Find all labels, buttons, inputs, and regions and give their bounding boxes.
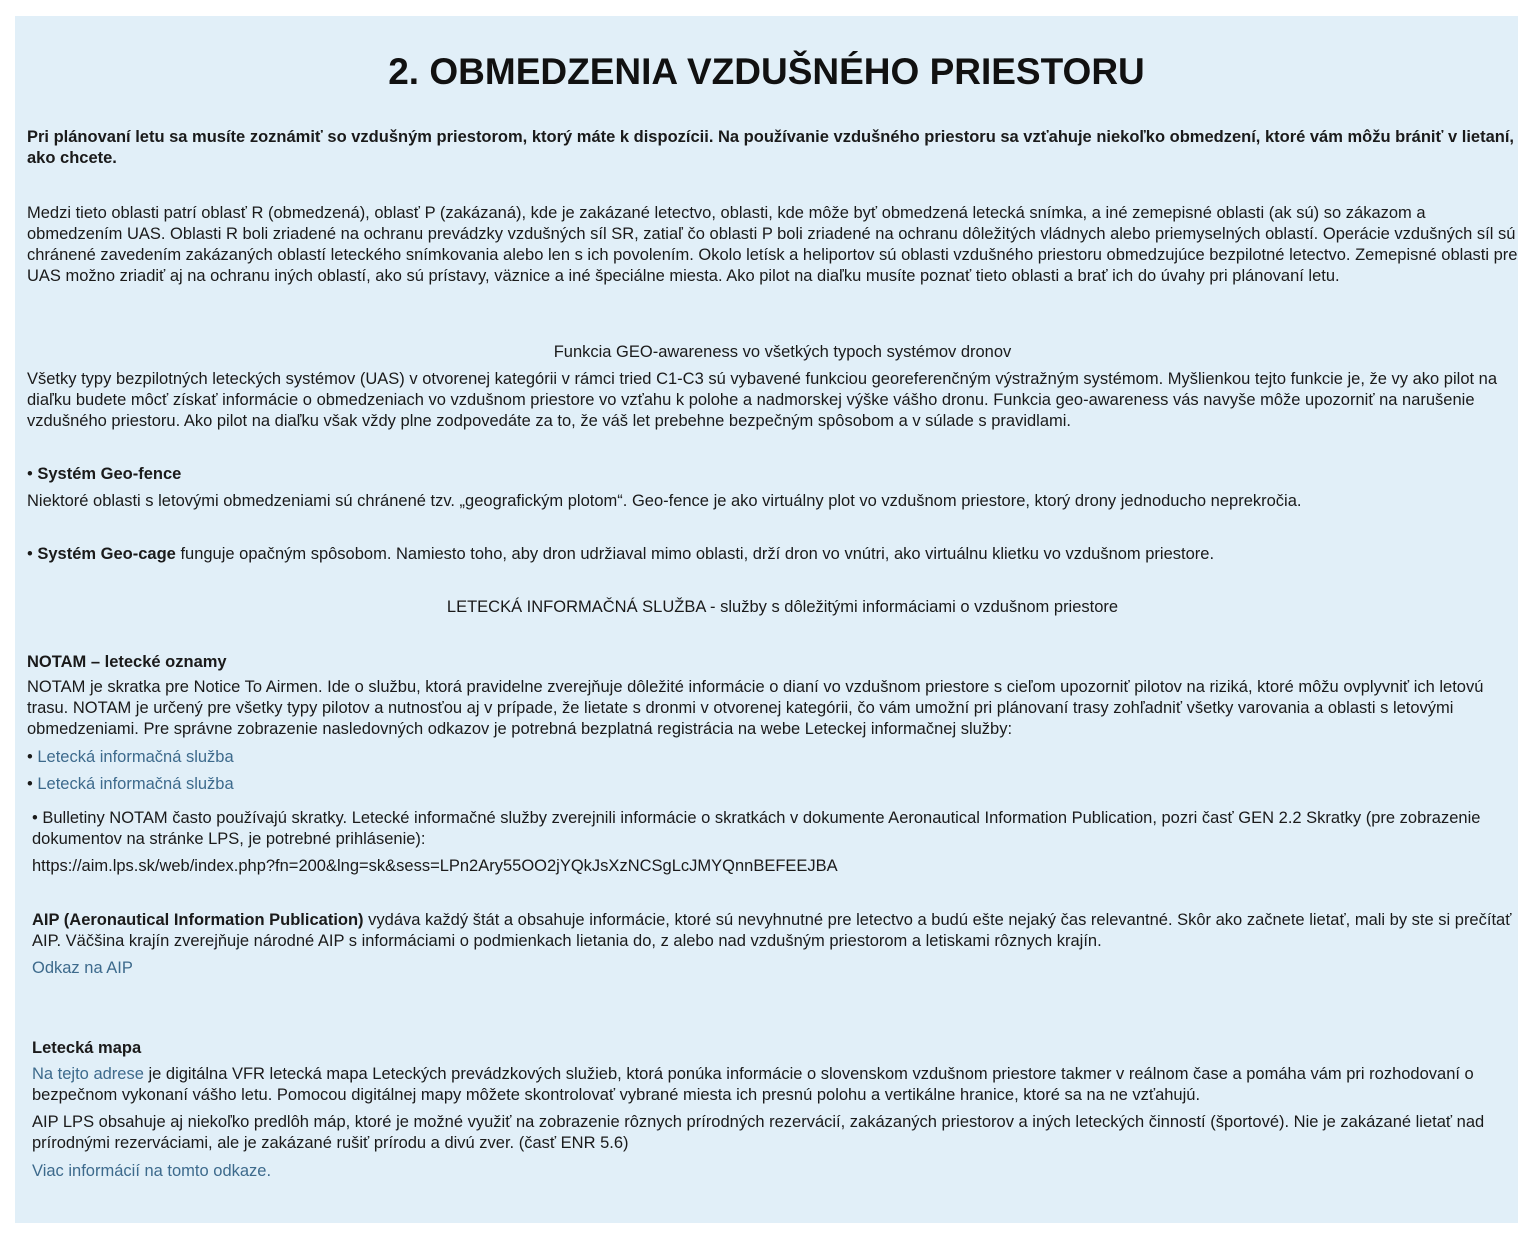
geo-fence-text: Niektoré oblasti s letovými obmedzeniami sú chránené tzv. „geografickým plotom“. Geo-fence je ako virtuálny plot vo vzdušnom priestore, ktorý drony jednoducho neprekročia. <box>27 492 1302 510</box>
map-paragraph-2: AIP LPS obsahuje aj niekoľko predlôh máp, ktoré je možné využiť na zobrazenie rôznych prírodných rezervácií, zakázaných priestorov a iných leteckých činností (športové). Nie je zakázané lietať nad prírodnými rezerváciami, ale je zakázané rušiť prírodu a divú zver. (časť ENR 5.6) <box>32 1113 1485 1152</box>
geo-cage-title: Systém Geo-cage <box>37 545 176 563</box>
page-title: 2. OBMEDZENIA VZDUŠNÉHO PRIESTORU <box>388 51 1145 92</box>
content-panel <box>15 16 1518 1223</box>
map-address-link[interactable]: Na tejto adrese <box>32 1065 144 1083</box>
notam-heading: NOTAM – letecké oznamy <box>27 653 227 671</box>
map-paragraph <box>32 1064 1513 1106</box>
notam-link-item <box>27 747 1518 768</box>
intro-paragraph: Pri plánovaní letu sa musíte zoznámiť so vzdušným priestorom, ktorý máte k dispozícii. Na používanie vzdušného priestoru sa vzťahuje niekoľko obmedzení, ktoré vám môžu brániť v lietaní, ako chcete. <box>27 128 1515 167</box>
areas-paragraph: Medzi tieto oblasti patrí oblasť R (obmedzená), oblasť P (zakázaná), kde je zakázané letectvo, oblasti, kde môže byť obmedzená letecká snímka, a iné zemepisné oblasti (ak sú) so zákazom a obmedzením UAS. Oblasti R boli zriadené na ochranu prevádzky vzdušných síl SR, zatiaľ čo oblasti P boli zriadené na ochranu dôležitých vládnych alebo priemyselných oblastí. Operácie vzdušných síl sú chránené zavedením zakázaných oblastí leteckého snímkovania alebo len s ich povolením. Okolo letísk a heliportov sú oblasti vzdušného priestoru obmedzujúce bezpilotné letectvo. Zemepisné oblasti pre UAS možno zriadiť aj na ochranu iných oblastí, ako sú prístavy, väznice a iné špeciálne miesta. Ako pilot na diaľku musíte poznať tieto oblasti a brať ich do úvahy pri plánovaní letu. <box>27 204 1518 285</box>
geo-cage-paragraph <box>27 544 1518 565</box>
geo-awareness-text: Všetky typy bezpilotných leteckých systémov (UAS) v otvorenej kategórii v rámci tried C1-C3 sú vybavené funkciou georeferenčným výstražným systémom. Myšlienkou tejto funkcie je, že vy ako pilot na diaľku budete môcť získať informácie o obmedzeniach vo vzdušnom priestore vo vzťahu k polohe a nadmorskej výške vášho dronu. Funkcia geo-awareness vás navyše môže upozorniť na narušenie vzdušného priestoru. Ako pilot na diaľku však vždy plne zodpovedáte za to, že váš let prebehne bezpečným spôsobom a v súlade s pravidlami. <box>27 370 1498 430</box>
aip-text: vydáva každý štát a obsahuje informácie, ktoré sú nevyhnutné pre letectvo a budú ešte nejaký čas relevantné. Skôr ako začnete lietať, mali by ste si prečítať AIP. Väčšina krajín zverejňuje národné AIP s informáciami o podmienkach lietania do, z alebo nad vzdušným priestorom a letiskami rôznych krajín. <box>32 911 1512 950</box>
aip-paragraph <box>32 910 1513 952</box>
bullet: • <box>27 775 38 793</box>
geo-fence-title: Systém Geo-fence <box>37 465 182 483</box>
aip-link-line <box>32 958 1518 979</box>
more-info-link[interactable]: Viac informácií na tomto odkaze. <box>32 1162 272 1180</box>
geo-awareness-heading: Funkcia GEO-awareness vo všetkých typoch systémov dronov <box>553 343 1012 361</box>
aip-link[interactable]: Odkaz na AIP <box>32 959 133 977</box>
bulletins-text: • Bulletiny NOTAM často používajú skratky. Letecké informačné služby zverejnili informácie o skratkách v dokumente Aeronautical Information Publication, pozri časť GEN 2.2 Skratky (pre zobrazenie dokumentov na stránke LPS, je potrebné prihlásenie): <box>32 809 1481 848</box>
map-heading: Letecká mapa <box>32 1039 142 1057</box>
lis-heading: LETECKÁ INFORMAČNÁ SLUŽBA - služby s dôležitými informáciami o vzdušnom priestore <box>446 598 1119 616</box>
notam-text: NOTAM je skratka pre Notice To Airmen. Ide o službu, ktorá pravidelne zverejňuje dôležité informácie o dianí vo vzdušnom priestore s cieľom upozorniť pilotov na riziká, ktoré môžu ovplyvniť ich letovú trasu. NOTAM je určený pre všetky typy pilotov a nutnosťou aj v prípade, že lietate s dronmi v otvorenej kategórii, čo vám umožní pri plánovaní trasy zohľadniť všetky varovania a oblasti s letovými obmedzeniami. Pre správne zobrazenie nasledovných odkazov je potrebná bezplatná registrácia na webe Leteckej informačnej služby: <box>27 678 1484 738</box>
bullet: • <box>27 748 38 766</box>
geo-cage-text: funguje opačným spôsobom. Namiesto toho, aby dron udržiaval mimo oblasti, drží dron vo vnútri, ako virtuálnu klietku vo vzdušnom priestore. <box>175 545 1215 563</box>
bullet: • <box>27 545 38 563</box>
geo-fence-heading <box>27 464 1518 485</box>
lis-link-2[interactable]: Letecká informačná služba <box>37 775 234 793</box>
lis-link-1[interactable]: Letecká informačná služba <box>37 748 234 766</box>
map-text: je digitálna VFR letecká mapa Leteckých prevádzkových služieb, ktorá ponúka informácie o slovenskom vzdušnom priestore takmer v reálnom čase a pomáha vám pri rozhodovaní o bezpečnom vykonaní vášho letu. Pomocou digitálnej mapy môžete skontrolovať vybrané miesta ich presnú polohu a vertikálne hranice, ktoré sa na ne vzťahujú. <box>32 1065 1474 1104</box>
bullet: • <box>27 465 38 483</box>
notam-link-item <box>27 774 1518 795</box>
aip-heading: AIP (Aeronautical Information Publication) <box>32 911 364 929</box>
bulletins-url: https://aim.lps.sk/web/index.php?fn=200&lng=sk&sess=LPn2Ary55OO2jYQkJsXzNCSgLcJMYQnnBEFEEJBA <box>32 857 838 875</box>
more-info-line <box>32 1161 1518 1182</box>
